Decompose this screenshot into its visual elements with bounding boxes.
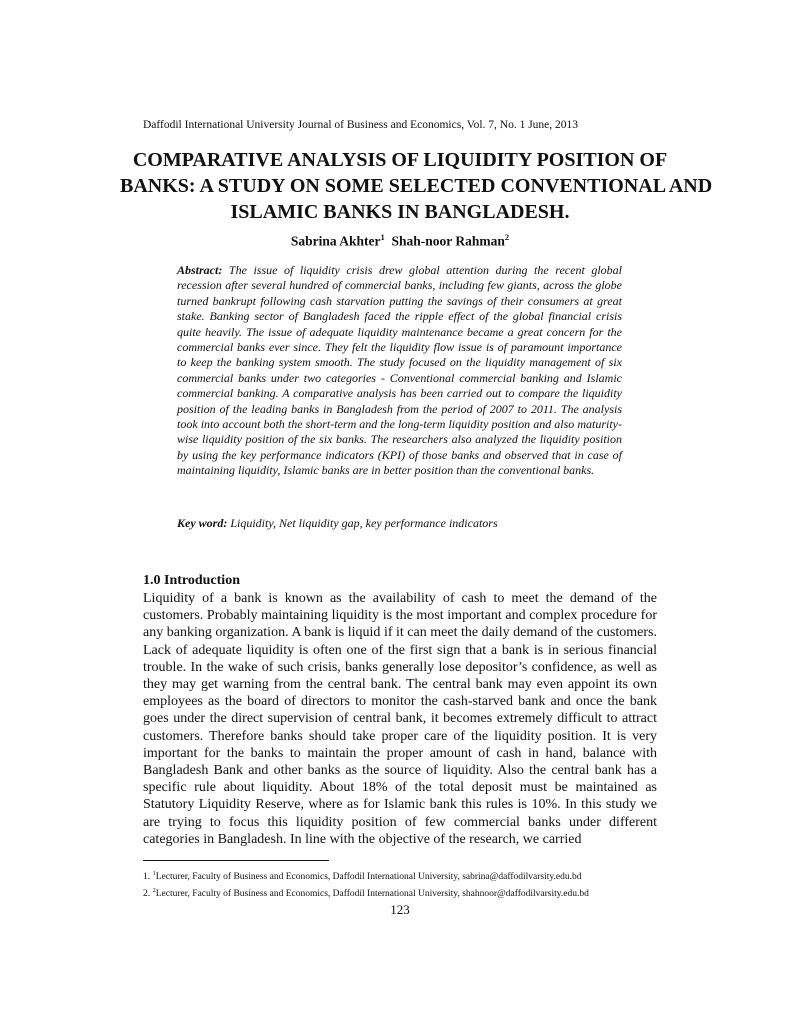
abstract — [177, 263, 622, 479]
footnote-1-mark: 1 — [152, 870, 156, 877]
footnotes — [143, 867, 663, 901]
author-1-name: Sabrina Akhter — [290, 233, 381, 249]
footnote-divider — [143, 860, 329, 861]
keywords — [177, 516, 622, 531]
footnote-2-mark: 2 — [152, 887, 156, 895]
keywords-label: Key word: — [177, 516, 228, 530]
author-2-footnote-mark: 2 — [504, 232, 510, 242]
introduction-paragraph: Liquidity of a bank is known as the availability of cash to meet the demand of the customers. Probably maintaining liquidity is the most important and complex procedure for any banking organization. A bank is liquid if it can meet the daily demand of the customers. Lack of adequate liquidity is often one of the first sign that a bank is in serious financial trouble. In the wake of such crisis, banks generally lose depositor’s confidence, as well as they may get warning from the central bank. The central bank may even appoint its own employees as the board of directors to monitor the cash-starved bank and once the bank goes under the direct supervision of central bank, it becomes extremely difficult to attract customers. Therefore banks should take proper care of the liquidity position. It is very important for the banks to maintain the proper amount of cash in hand, balance with Bangladesh Bank and other banks as the source of liquidity. Also the central bank has a specific rule about liquidity. About 18% of the total deposit must be maintained as Statutory Liquidity Reserve, where as for Islamic bank this rules is 10%. In this study we are trying to focus this liquidity position of few commercial banks under different categories in Bangladesh. In line with the objective of the research, we carried — [143, 591, 657, 847]
footnote-1-text: Lecturer, Faculty of Business and Economics, Daffodil International University, sabrina@daffodilvarsity.edu.bd — [155, 872, 582, 883]
footnote-2-text: Lecturer, Faculty of Business and Economics, Daffodil International University, shahnoor@daffodilvarsity.edu.bd — [155, 889, 589, 900]
footnote-1 — [143, 867, 663, 884]
title-line-2: BANKS: A STUDY ON SOME SELECTED CONVENTIONAL AND — [120, 175, 713, 197]
author-2-name: Shah-noor Rahman — [391, 233, 505, 249]
abstract-label: Abstract: — [177, 263, 223, 277]
authors — [0, 232, 800, 250]
introduction-heading: 1.0 Introduction — [143, 573, 240, 588]
title-line-1: COMPARATIVE ANALYSIS OF LIQUIDITY POSITION OF — [132, 149, 668, 171]
journal-header: Daffodil International University Journal of Business and Economics, Vol. 7, No. 1 June, 2013 — [143, 119, 579, 131]
page-number: 123 — [390, 902, 410, 917]
footnote-1-number: 1. — [143, 872, 151, 883]
title-line-3: ISLAMIC BANKS IN BANGLADESH. — [230, 201, 570, 223]
footnote-2-number: 2. — [143, 889, 151, 900]
author-1-footnote-mark: 1 — [380, 232, 385, 242]
abstract-text: The issue of liquidity crisis drew global attention during the recent global recession after several hundred of commercial banks, including few giants, across the globe turned bankrupt following cash starvation putting the savings of their consumers at great stake. Banking sector of Bangladesh faced the ripple effect of the global financial crisis quite heavily. The issue of adequate liquidity maintenance became a great concern for the commercial banks ever since. They felt the liquidity flow issue is of paramount importance to keep the banking system smooth. The study focused on the liquidity management of six commercial banks under two categories - Conventional commercial banking and Islamic commercial banking. A comparative analysis has been carried out to compare the liquidity position of the leading banks in Bangladesh from the period of 2007 to 2011. The analysis took into account both the short-term and the long-term liquidity position and also maturity-wise liquidity position of the six banks. The researchers also analyzed the liquidity position by using the key performance indicators (KPI) of those banks and observed that in case of maintaining liquidity, Islamic banks are in better position than the conventional banks. — [177, 263, 622, 478]
paper-title — [120, 147, 713, 225]
keywords-text: Liquidity, Net liquidity gap, key performance indicators — [230, 516, 498, 530]
footnote-2 — [143, 884, 663, 901]
